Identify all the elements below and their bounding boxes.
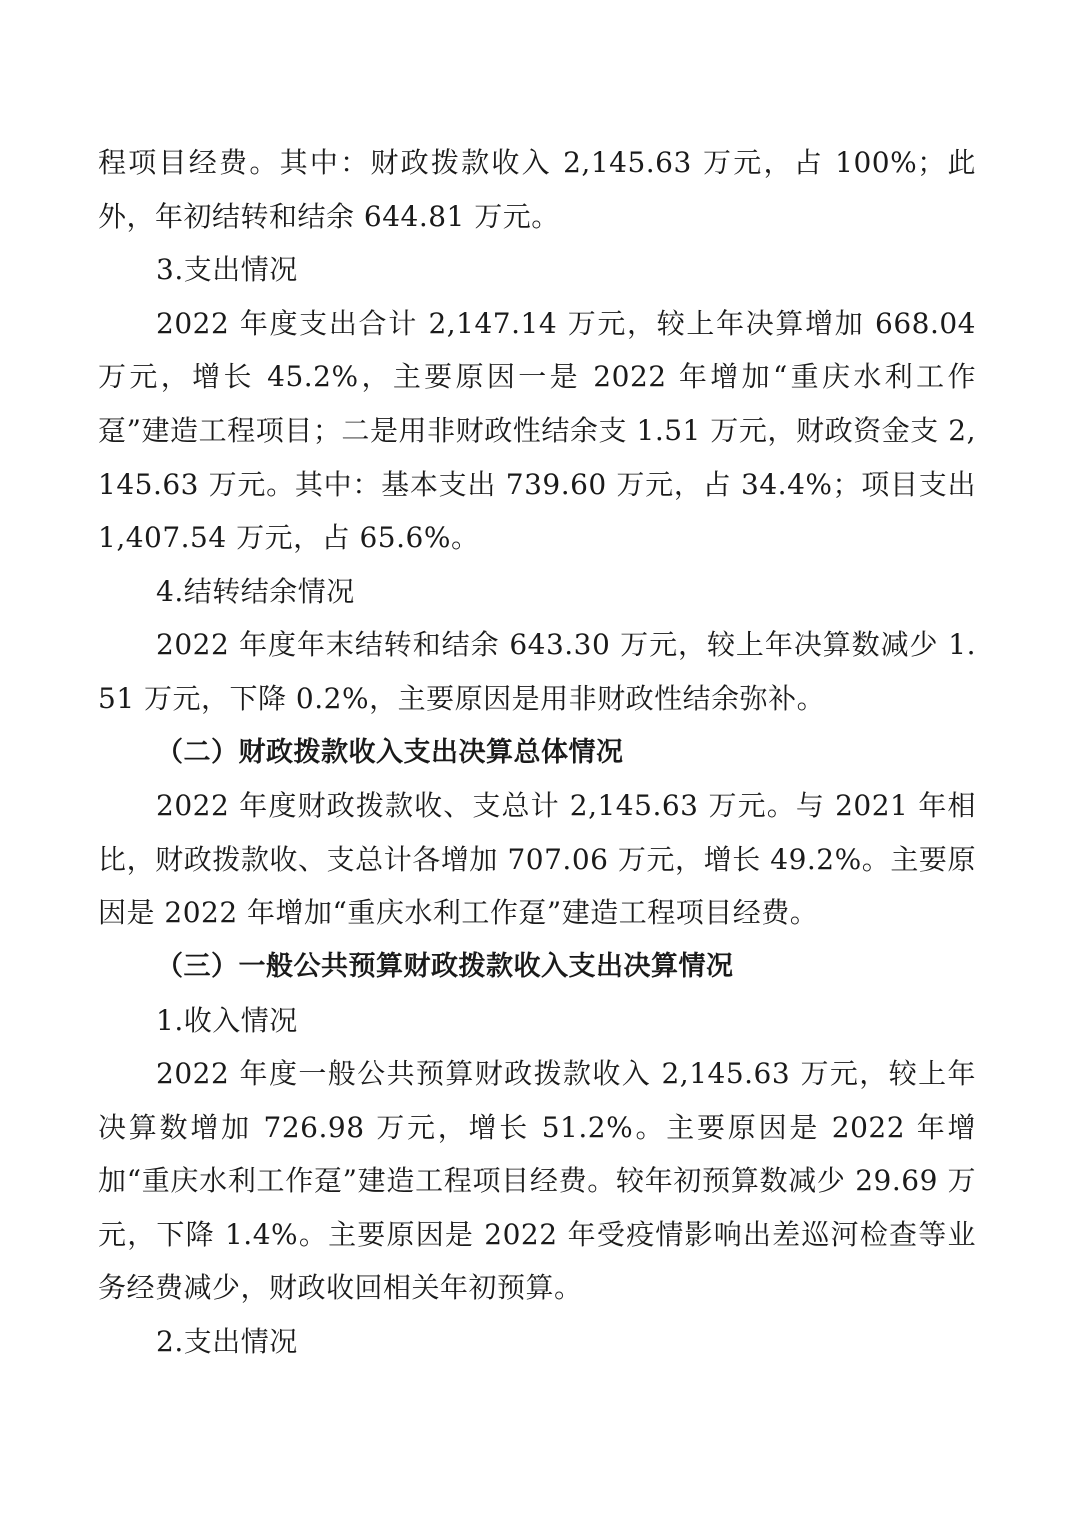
paragraph-carryover: 2022 年度年末结转和结余 643.30 万元，较上年决算数减少 1.51 万元，下降 0.2%，主要原因是用非财政性结余弥补。: [98, 628, 976, 715]
document-body: [98, 136, 976, 1369]
section-heading-fiscal-overall: （二）财政拨款收入支出决算总体情况: [156, 736, 624, 768]
paragraph-income-continuation: 程项目经费。其中：财政拨款收入 2,145.63 万元，占 100%；此外，年初结转和结余 644.81 万元。: [98, 146, 976, 233]
subheading-expenditure-2: 2.支出情况: [156, 1325, 298, 1359]
subheading-carryover: 4.结转结余情况: [156, 574, 355, 608]
subheading-expenditure: 3.支出情况: [156, 253, 298, 287]
section-heading-general-budget: （三）一般公共预算财政拨款收入支出决算情况: [156, 950, 734, 982]
paragraph-general-budget-income: 2022 年度一般公共预算财政拨款收入 2,145.63 万元，较上年决算数增加 726.98 万元，增长 51.2%。主要原因是 2022 年增加“重庆水利工作趸”建造工程项目经费。较年初预算数减少 29.69 万元，下降 1.4%。主要原因是 2022 年受疫情影响出差巡河检查等业务经费减少，财政收回相关年初预算。: [98, 1057, 976, 1305]
paragraph-fiscal-overall: 2022 年度财政拨款收、支总计 2,145.63 万元。与 2021 年相比，财政拨款收、支总计各增加 707.06 万元，增长 49.2%。主要原因是 2022 年增加“重庆水利工作趸”建造工程项目经费。: [98, 789, 976, 930]
paragraph-expenditure: 2022 年度支出合计 2,147.14 万元，较上年决算增加 668.04 万元，增长 45.2%，主要原因一是 2022 年增加“重庆水利工作趸”建造工程项目；二是用非财政性结余支 1.51 万元，财政资金支 2,145.63 万元。其中：基本支出 739.60 万元，占 34.4%；项目支出 1,407.54 万元，占 65.6%。: [98, 306, 976, 555]
subheading-income: 1.收入情况: [156, 1003, 298, 1037]
